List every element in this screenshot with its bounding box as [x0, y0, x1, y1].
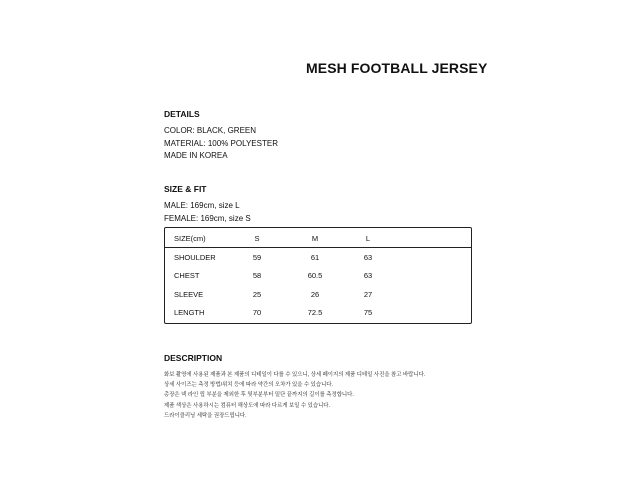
table-cell: 72.5	[307, 308, 323, 317]
row-label-length: LENGTH	[174, 308, 205, 317]
table-cell: 63	[363, 271, 373, 280]
page-title: MESH FOOTBALL JERSEY	[306, 60, 488, 76]
row-label-chest: CHEST	[174, 271, 200, 280]
row-label-shoulder: SHOULDER	[174, 253, 216, 262]
table-cell: 70	[252, 308, 262, 317]
description-text	[164, 370, 425, 421]
table-cell: 75	[363, 308, 373, 317]
detail-material: MATERIAL: 100% POLYESTER	[164, 138, 278, 148]
table-cell: 25	[252, 290, 262, 299]
description-line: 제품 색상은 사용하시는 컴퓨터 해상도에 따라 다르게 보일 수 있습니다.	[164, 402, 330, 409]
description-line: 상세 사이즈는 측정 방법/위치 등에 따라 약간의 오차가 있을 수 있습니다.	[164, 382, 333, 389]
description-heading: DESCRIPTION	[164, 353, 223, 363]
description-line: 총장은 넥 라인 립 부분을 제외한 후 뒷부분부터 밑단 끝까지의 길이를 측정합니다.	[164, 392, 354, 399]
table-cell: 59	[252, 253, 262, 262]
size-fit-male: MALE: 169cm, size L	[164, 201, 240, 210]
table-cell: 26	[310, 290, 320, 299]
table-header-m: M	[311, 234, 319, 243]
table-header-divider	[165, 247, 471, 248]
table-cell: 27	[363, 290, 373, 299]
size-fit-heading: SIZE & FIT	[164, 184, 207, 194]
detail-color: COLOR: BLACK, GREEN	[164, 126, 257, 135]
details-list	[164, 125, 278, 163]
description-line: 화보 촬영에 사용된 제품과 본 제품의 디테일이 다를 수 있으니, 상세 페이지의 제품 디테일 사진을 참고 바랍니다.	[164, 372, 426, 378]
table-header-l: L	[365, 234, 371, 243]
table-cell: 60.5	[307, 271, 323, 280]
description-line: 드라이클리닝 세탁을 권장드립니다.	[164, 412, 247, 419]
row-label-sleeve: SLEEVE	[174, 290, 204, 299]
size-fit-female: FEMALE: 169cm, size S	[164, 213, 251, 223]
detail-origin: MADE IN KOREA	[164, 151, 228, 160]
table-cell: 63	[363, 253, 373, 262]
table-header-size: SIZE(cm)	[174, 234, 206, 243]
table-cell: 58	[252, 271, 262, 280]
table-cell: 61	[310, 253, 320, 262]
size-table	[164, 227, 472, 324]
table-header-s: S	[254, 234, 260, 243]
details-heading: DETAILS	[164, 109, 200, 119]
size-fit-list	[164, 200, 251, 225]
